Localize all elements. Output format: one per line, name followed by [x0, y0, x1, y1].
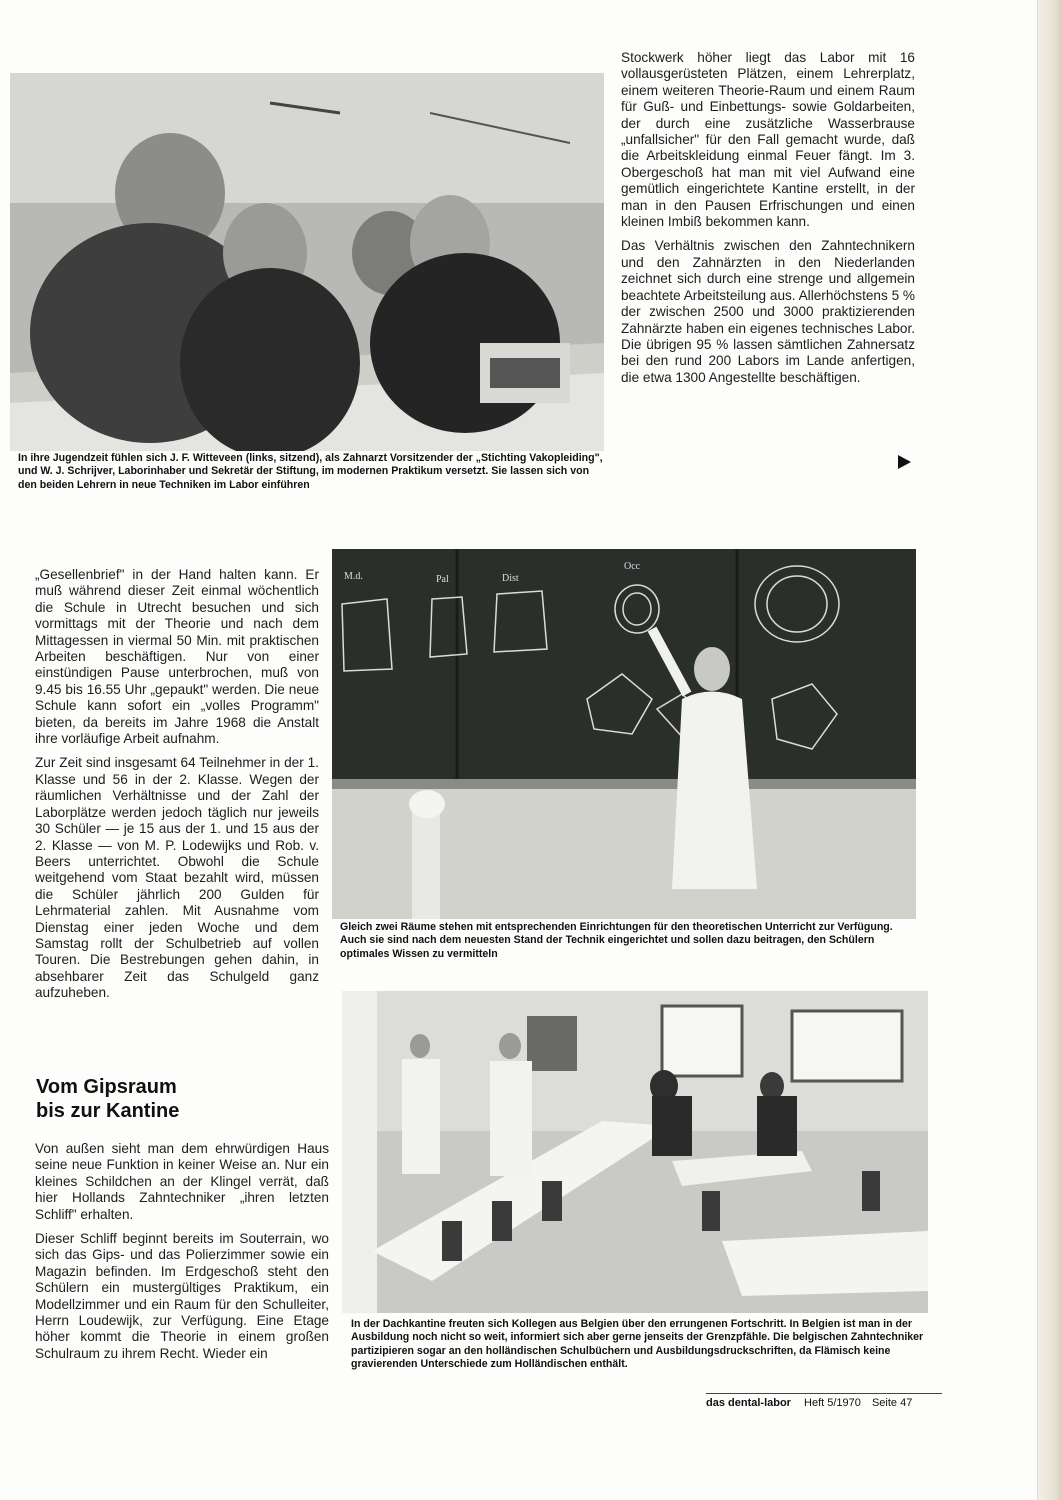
issue-number: Heft 5/1970: [804, 1397, 861, 1409]
photo-caption-canteen: In der Dachkantine freuten sich Kollegen aus Belgien über den errungenen Fortschritt. In Belgien ist man in der Ausbildung noch nicht so weit, informiert sich aber gerne jenseits der Grenzpfähle. Die belgischen Zahntechniker partizipieren sogar an den holländischen Schulbüchern und Ausbildungsdruckschriften, da Flämisch keine gravierenden Unterschiede zum Holländischen enthält.: [351, 1318, 924, 1371]
section-heading-line: Vom Gipsraum: [36, 1076, 177, 1098]
section-heading-line: bis zur Kantine: [36, 1100, 180, 1122]
paragraph: Das Verhältnis zwischen den Zahntechnikern und den Zahnärzten in den Niederlanden zeichnet sich durch eine strenge und allgemein beachtete Arbeitsteilung aus. Allerhöchstens 5 % der zwischen 2500 und 3000 praktizierenden Zahnärzte haben ein eigenes technisches Labor. Die übrigen 95 % lassen sämtlichen Zahnersatz bei den rund 200 Labors im Lande anfertigen, die etwa 1300 Angestellte beschäftigen.: [621, 238, 915, 385]
blackboard-label: Pal: [436, 574, 449, 585]
page-footer: [706, 1393, 942, 1409]
paragraph: Stockwerk höher liegt das Labor mit 16 vollausgerüsteten Plätzen, einem Lehrerplatz, einem weiteren Theorie-Raum und einem Raum für Guß- und Einbettungs- sowie Goldarbeiten, der durch eine zusätzliche Wasserbrause „unfallsicher" für den Fall gemacht wurde, daß die Arbeitskleidung einmal Feuer fängt. Im 3. Obergeschoß hat man mit viel Aufwand eine gemütlich eingerichtete Kantine erstellt, in der man in den Pausen Erfrischungen und einen kleinen Imbiß bekommen kann.: [621, 50, 915, 230]
paragraph: Zur Zeit sind insgesamt 64 Teilnehmer in der 1. Klasse und 56 in der 2. Klasse. Wegen der räumlichen Verhältnisse und der Zahl der Laborplätze werden jedoch täglich nur jeweils 30 Schüler — je 15 aus der 1. und 15 aus der 2. Klasse — von M. P. Lodewijks und Rob. v. Beers unterrichtet. Obwohl die Schule weitgehend vom Staat bezahlt wird, müssen die Schüler jährlich 200 Gulden für Lehrmaterial zahlen. Mit Ausnahme vom Dienstag einer jeden Woche und dem Samstag rollt der Schulbetrieb auf vollen Touren. Die Bestrebungen gehen dahin, in absehbarer Zeit das Schulgeld ganz aufzuheben.: [35, 755, 319, 1001]
photo-caption-blackboard: Gleich zwei Räume stehen mit entsprechenden Einrichtungen für den theoretischen Unterricht zur Verfügung. Auch sie sind nach dem neuesten Stand der Technik eingerichtet und sollen dazu beitragen, den Schülern optimales Wissen zu vermitteln: [340, 921, 893, 960]
photo-blackboard-class: [332, 549, 916, 919]
photo-lab-practice: [10, 73, 604, 451]
top-right-text: [621, 50, 915, 394]
page-edge: [1037, 0, 1062, 1500]
blackboard-label: M.d.: [344, 571, 363, 582]
continue-arrow-icon: [898, 455, 911, 469]
paragraph: Von außen sieht man dem ehrwürdigen Haus seine neue Funktion in keiner Weise an. Nur ein kleines Schildchen an der Klingel verrät, daß hier Hollands Zahntechniker „ihren letzten Schliff" erhalten.: [35, 1141, 329, 1222]
left-column-text: [35, 567, 319, 1010]
paragraph: Dieser Schliff beginnt bereits im Souterrain, wo sich das Gips- und das Polierzimmer sowie ein Magazin befinden. Im Erdgeschoß steht den Schülern ein mustergültiges Praktikum, ein Modellzimmer und ein Raum für den Schulleiter, Herrn Loudewijk, zur Verfügung. Eine Etage höher kommt die Theorie in einem großen Schulraum zu ihrem Recht. Wieder ein: [35, 1231, 329, 1361]
blackboard-label: Occ: [624, 561, 641, 572]
section-heading: [36, 1075, 320, 1123]
paragraph: „Gesellenbrief" in der Hand halten kann. Er muß während dieser Zeit einmal wöchentlich die Schule in Utrecht besuchen und sich vormittags mit der Theorie und nach dem Mittagessen in viermal 50 Min. mit praktischen Arbeiten beschäftigen. Nur von einer einstündigen Pause unterbrochen, muß von 9.45 bis 16.55 Uhr „gepaukt" werden. Die neue Schule kann sofort ein „volles Programm" bieten, da bereits im Jahre 1968 die Anstalt ihre vorläufige Arbeit aufnahm.: [35, 567, 319, 747]
magazine-name: das dental-labor: [706, 1397, 791, 1409]
blackboard-label: Dist: [502, 573, 519, 584]
photo-canteen: [342, 991, 928, 1313]
page-number: Seite 47: [871, 1397, 913, 1409]
section-text: [35, 1141, 329, 1370]
photo-caption-lab: In ihre Jugendzeit fühlen sich J. F. Witteveen (links, sitzend), als Zahnarzt Vorsitzender der „Stichting Vakopleiding", und W. J. Schrijver, Laborinhaber und Sekretär der Stiftung, im modernen Praktikum versetzt. Sie lassen sich von den beiden Lehrern in neue Techniken im Labor einführen: [18, 452, 603, 491]
